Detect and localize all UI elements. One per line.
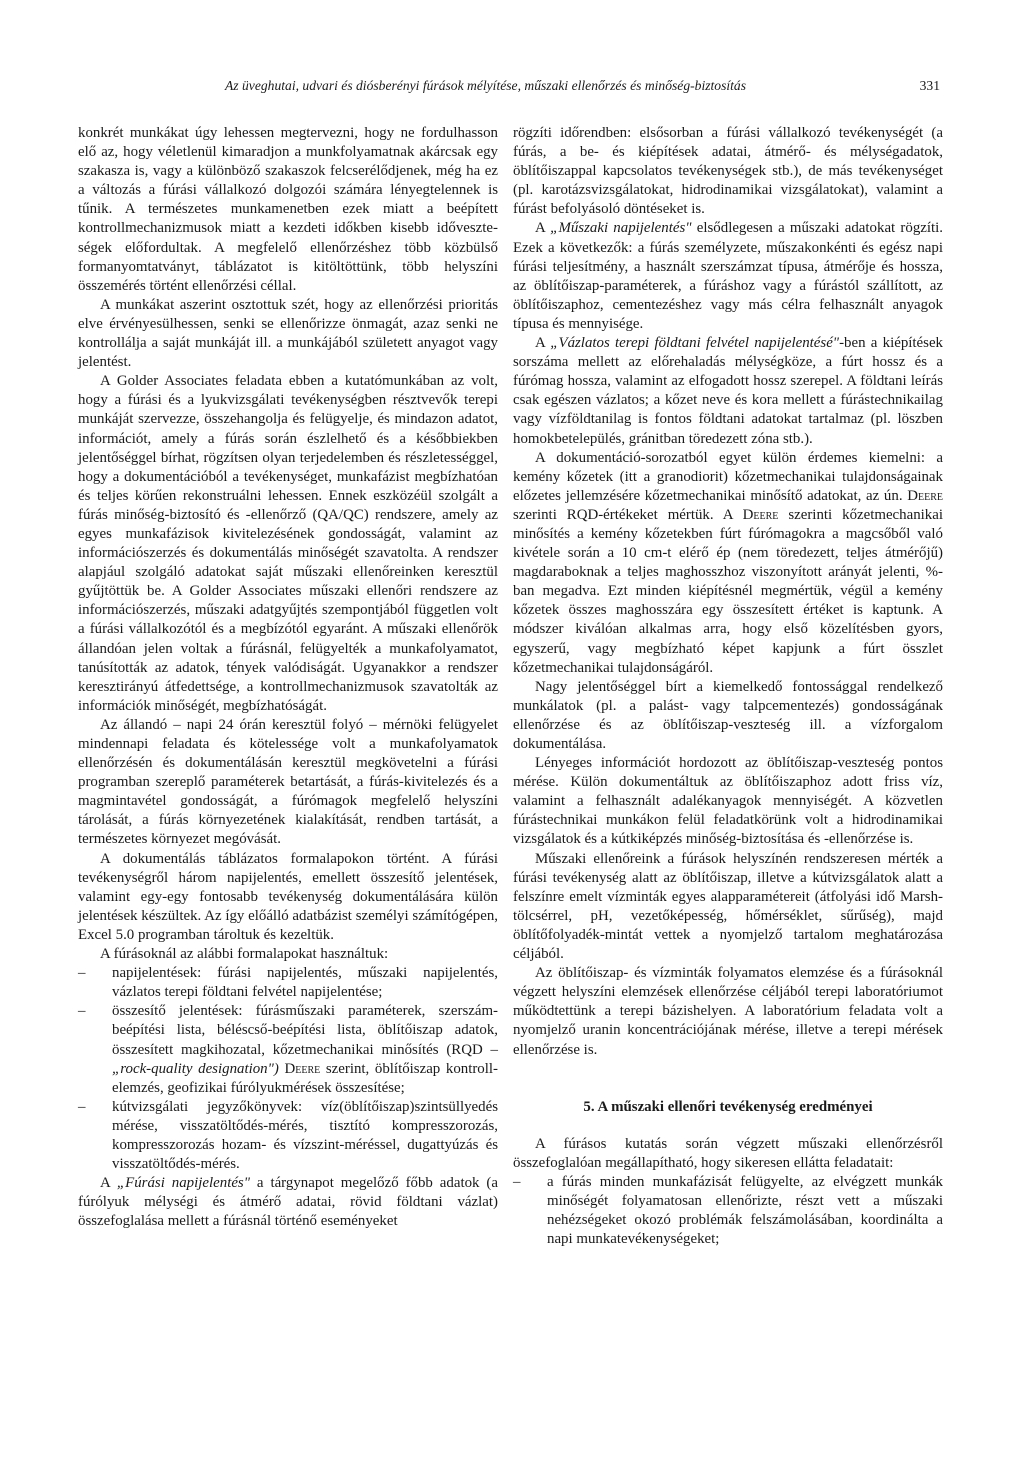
paragraph (513, 449, 943, 678)
paragraph (78, 1174, 498, 1231)
small-caps-name: Deere (907, 487, 943, 504)
paragraph (513, 334, 943, 449)
paragraph: A fúrásos kutatás során végzett műszaki ellenőrzésről összefoglalóan megállapítható, hogy sikeresen ellátta feladatait: (513, 1135, 943, 1171)
list-item-text: összesítő jelentések: fúrásműszaki paraméterek, szerszám-beépítési lista, béléscső-beépítési lista, öblítőiszap adatok, összesített magkihozatal, kőzetmechanikai minősítés (RQD – (112, 1003, 498, 1058)
running-title: Az üveghutai, udvari és diósberényi fúrások mélyítése, műszaki ellenőrzés és minőség-biztosítás (225, 78, 747, 93)
list-dash: – (78, 1003, 86, 1020)
text-run: A (535, 335, 551, 352)
list-dash: – (78, 1098, 86, 1115)
small-caps-name: Deere (284, 1060, 321, 1077)
paragraph: A munkákat aszerint osztottuk szét, hogy az ellenőrzési prioritás elve érvényesülhessen, senki se ellenőrizze önmagát, azaz senki ne kontrollálja a saját munkáját ill. a munkájából született anyagot vagy jelentést. (78, 296, 498, 371)
paragraph: Műszaki ellenőreink a fúrások helyszínén rendszeresen mérték a fúrási tevékenység alatt az öblítőiszap, illetve a kútvizsgálatok alatt a felszínre emelt vízminták egyes alapparamétereit (átfolyási idő Marsh-tölcsérrel, pH, vezetőképesség, hőmérséklet, sűrűség), majd öblítőfolyadék-mintát vettek a nyomjelző tartalom meghatározása céljából. (513, 850, 943, 963)
small-caps-name: Deere (742, 506, 779, 523)
list-item (78, 1098, 498, 1174)
paragraph: Lényeges információt hordozott az öblítőiszap-veszteség pontos mérése. Külön dokumentáltuk az öblítőiszaphoz adott friss víz, valamint a felhasznált adalékanyagok mennyiségét. A közvetlen fúrástechnikai munkákon felül feladatkörünk volt a hidrodinamikai vizsgálatok és a kútkiképzés minőség-biztosítása és -ellenőrzése is. (513, 755, 943, 848)
list-item-text: napijelentések: fúrási napijelentés, műszaki napijelentés, vázlatos terepi földtani felvétel napijelentése; (112, 965, 498, 1001)
list-item (78, 1002, 498, 1097)
paragraph: A fúrásoknál az alábbi formalapokat használtuk: (100, 946, 389, 963)
list-item (513, 1173, 943, 1249)
text-run: szerinti kőzetmechanikai minősítés a kemény kőzetekben fúrt fúrómagokra a magcsőből való kivétele során a 10 cm-t elérő ép (nem töredezett, teljes átmérőjű) magdaraboknak a teljes maghosszhoz viszonyított arányát jelenti, %-ban megadva. Ezt minden kiépítésnél megmértük, végül a kemény kőzetek összes maghosszára egy összesített értéket is kaptunk. A módszer kiválóan alkalmas arra, hogy első közelítésben gyors, egyszerű, vagy megbízható képet kapjunk a fúrt összlet kőzetmechanikai tulajdonságáról. (513, 506, 943, 676)
list-item-text: szerint, öblítőiszap kontroll-elemzés, geofizikai fúrólyukmérések összesítése; (112, 1060, 498, 1096)
italic-term: „Vázlatos terepi földtani felvétel napijelentésé" (550, 335, 840, 352)
paragraph: A dokumentálás táblázatos formalapokon történt. A fúrási tevékenységről három napijelentés, emellett összesítő jelentések, valamint egy-egy fontosabb tevékenység dokumentálására külön jelentések készültek. Az így előálló adatbázist személyi számítógépen, Excel 5.0 programban tároltuk és kezeltük. (78, 850, 498, 943)
text-run: A (535, 220, 551, 237)
paragraph: A Golder Associates feladata ebben a kutatómunkában az volt, hogy a fúrási és a lyukvizsgálati tevékenységben résztvevők terepi munkáját szervezze, összehangolja és felügyelje, és mindazon adatot, információt, amely a fúrás során észlelhető és a későbbiekben jelentőséggel bírhat, rögzítsen olyan terjedelemben és részletességgel, hogy a dokumentációból a tevékenységet, munkafázist megbízhatóan és teljes körűen rekonstruálni lehessen. Ennek eszközéül szolgált a fúrás minőség-biztosító és -ellenőrző (QA/QC) rendszere, amely az egyes munkafázisok kivitelezésének gondosságát, valamint az információszerzés és dokumentálás minőségét szavatolta. A rendszer alapjául szolgáló adatokat saját műszaki ellenőreinken keresztül gyűjtöttük be. A Golder Associates műszaki ellenőri rendszere az információszerzés, műszaki adatgyűjtés szempontjából független volt a fúrási vállalkozótól és a megbízótól egyaránt. A műszaki ellenőrök állandóan jelen voltak a fúrásnál, felügyelték a munkafolyamatot, tanúsították az adatok, tények valódiságát. Ugyanakkor a rendszer keresztirányú átfedettsége, a kontrollmechanizmusok szavatolták az információk minőségét, megbízhatóságát. (78, 373, 498, 714)
paragraph: konkrét munkákat úgy lehessen megtervezni, hogy ne fordulhasson elő az, hogy véletlenül kimaradjon a munkfolyamatnak akárcsak egy szakasza is, vagy a különböző szakaszok felcserélődjenek, még ha ez a változás a fúrási vállalkozó dolgozói számára lényegtelennek is tűnik. A természetes munkamenetben ezek miatt a beépített kontrollmechanizmusok miatt a kezdeti időkben kisebb időveszteségek előfordultak. A megfelelő ellenőrzéshez több közbülső formanyomtatványt, táblázatot is kitöltöttünk, több helyszíni összemérés történt ellenőrzési céllal. (78, 125, 498, 294)
paragraph: Az öblítőiszap- és vízminták folyamatos elemzése és a fúrásoknál végzett helyszíni elemzések ellenőrzése céljából terepi laboratóriumot működtettünk a terepi bázishelyen. A laboratórium feladata volt a nyomjelző uranin koncentrációjának mérése, illetve a terepi mérések ellenőrzése is. (513, 965, 943, 1058)
text-run: -ben a kiépítések sorszáma mellett az előrehaladás mélységköze, a fúrt hossz és a fúrómag hossza, valamint az elfogadott hossz szerepel. A földtani leírás csak egészen vázlatos; a kőzet neve és kora mellett a fúrástechnikailag vagy vízföldtanilag is fontos földtani adatokat tartalmaz (pl. löszben homokbetelepülés, gránitban töredezett zóna stb.). (513, 335, 943, 447)
paragraph: Nagy jelentőséggel bírt a kiemelkedő fontossággal rendelkező munkálatok (pl. a palást- vagy talpcementezés) gondosságának ellenőrzése és az öblítőiszap-veszteség ill. a vízforgalom dokumentálása. (513, 678, 943, 752)
paragraph (513, 219, 943, 334)
text-run: a tárgynapot megelőző főbb adatok (a fúrólyuk mélységi és átmérő adatai, rövid földtani vázlat) összefoglalása mellett a fúrásnál történő eseményeket (78, 1175, 498, 1230)
section-heading: 5. A műszaki ellenőri tevékenység eredményei (583, 1098, 873, 1115)
italic-term: „Fúrási napijelentés" (116, 1175, 250, 1192)
right-column (513, 124, 943, 1249)
left-column (78, 124, 498, 1231)
text-run: elsődlegesen a műszaki adatokat rögzíti. Ezek a következők: a fúrás személyzete, műszakonkénti és egész napi fúrási teljesítmény, a használt szerszámzat típusa, átmérője és hossza, az öblítőiszap-paraméterek, a fúráshoz vagy a fúrástól szállított, az öblítőiszaphoz, cementezéshez vagy más célra felhasznált anyagok típusa és mennyisége. (513, 220, 944, 332)
form-list (78, 964, 498, 1174)
list-item-text: a fúrás minden munkafázisát felügyelte, az elvégzett munkák minőségét folyamatosan ellenőrizte, részt vett a műszaki nehézségeket okozó problémák felszámolásában, koordinálta a napi munkatevékenységeket; (547, 1173, 943, 1248)
results-list (513, 1173, 943, 1249)
page-number: 331 (919, 78, 940, 93)
text-run: A (100, 1175, 117, 1192)
italic-term: „rock-quality designation") (112, 1060, 279, 1077)
paragraph: rögzíti időrendben: elsősorban a fúrási vállalkozó tevékenységét (a fúrás, a be- és kiépítések adatai, átmérő- és mélységadatok, öblítőiszappal kapcsolatos tevékenységek stb.), de más tevékenységet (pl. karotázsvizsgálatokat, hidrodinamikai vizsgálatokat), valamint a fúrást befolyásoló döntéseket is. (513, 125, 943, 218)
running-header (225, 78, 940, 102)
list-dash: – (513, 1173, 521, 1190)
paragraph: Az állandó – napi 24 órán keresztül folyó – mérnöki felügyelet mindennapi feladata és kötelessége volt a munkafolyamatok ellenőrzésén és dokumentálásán keresztül megkövetelni a fúrási programban szereplő paraméterek betartását, a fúrás-kivitelezés és a magmintavétel gondosságát, a fúrómagok megfelelő helyszíni tárolását, a fúrás környezetének kialakítását, rendben tartását, a természetes környezet megóvását. (78, 716, 498, 848)
list-item (78, 964, 498, 1002)
text-run: szerinti RQD-értékeket mértük. A (513, 506, 743, 523)
text-run: A dokumentáció-sorozatból egyet külön érdemes kiemelni: a kemény kőzetek (itt a granodiorit) kőzetmechanikai tulajdonságainak előzetes jellemzésére kőzetmechanikai minősítő adatokat, az ún. (513, 449, 943, 504)
list-dash: – (78, 965, 86, 982)
italic-term: „Műszaki napijelentés" (550, 220, 692, 237)
list-item-text: kútvizsgálati jegyzőkönyvek: víz(öblítőiszap)szintsüllyedés mérése, visszatöltődés-mérés, tisztító kompresszorozás, kompresszorozás hozam- és vízszint-méréssel, dugattyúzás és visszatöltődés-mérés. (112, 1098, 498, 1173)
